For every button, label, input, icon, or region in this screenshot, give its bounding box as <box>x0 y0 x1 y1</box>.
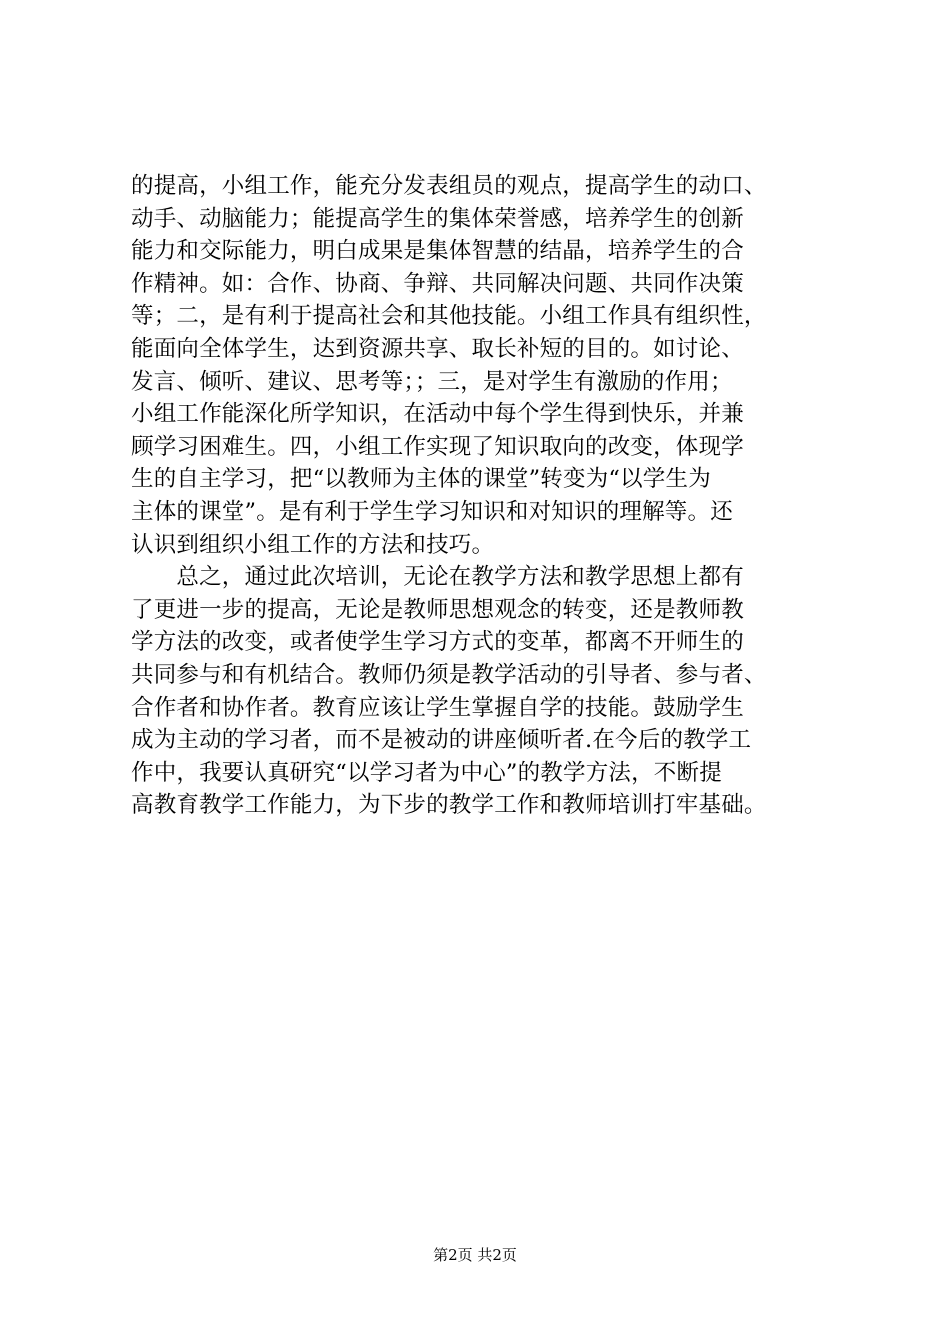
text-line: 共同参与和有机结合。教师仍须是教学活动的引导者、参与者、 <box>131 661 767 688</box>
text-line: 小组工作能深化所学知识，在活动中每个学生得到快乐，并兼 <box>131 401 744 428</box>
text-line: 成为主动的学习者，而不是被动的讲座倾听者.在今后的教学工 <box>131 727 752 754</box>
text-line: 的提高，小组工作，能充分发表组员的观点，提高学生的动口、 <box>131 173 767 199</box>
text-line: 合作者和协作者。教育应该让学生掌握自学的技能。鼓励学生 <box>131 694 744 721</box>
text-line: 作精神。如：合作、协商、争辩、共同解决问题、共同作决策 <box>131 270 744 297</box>
text-line: 作中，我要认真研究“以学习者为中心”的教学方法，不断提 <box>131 759 722 786</box>
text-line: 顾学习困难生。四，小组工作实现了知识取向的改变，体现学 <box>131 433 744 460</box>
text-line: 了更进一步的提高，无论是教师思想观念的转变，还是教师教 <box>131 596 744 623</box>
body-text <box>131 170 851 822</box>
text-line: 总之，通过此次培训，无论在教学方法和教学思想上都有 <box>131 564 744 591</box>
page-number-label: 第2页 共2页 <box>433 1246 517 1264</box>
text-line: 动手、动脑能力；能提高学生的集体荣誉感，培养学生的创新 <box>131 205 744 232</box>
page-footer <box>0 1245 950 1265</box>
text-line: 发言、倾听、建议、思考等；；三，是对学生有激励的作用； <box>131 368 733 395</box>
text-line: 高教育教学工作能力，为下步的教学工作和教师培训打牢基础。 <box>131 792 767 819</box>
text-line: 等；二，是有利于提高社会和其他技能。小组工作具有组织性， <box>131 303 767 330</box>
text-line: 学方法的改变，或者使学生学习方式的变革，都离不开师生的 <box>131 629 744 656</box>
text-line: 生的自主学习，把“以教师为主体的课堂”转变为“以学生为 <box>131 466 711 493</box>
text-line: 能力和交际能力，明白成果是集体智慧的结晶，培养学生的合 <box>131 238 744 265</box>
text-line: 认识到组织小组工作的方法和技巧。 <box>131 531 495 558</box>
text-line: 能面向全体学生，达到资源共享、取长补短的目的。如讨论、 <box>131 335 744 362</box>
text-line: 主体的课堂”。是有利于学生学习知识和对知识的理解等。还 <box>131 498 733 525</box>
